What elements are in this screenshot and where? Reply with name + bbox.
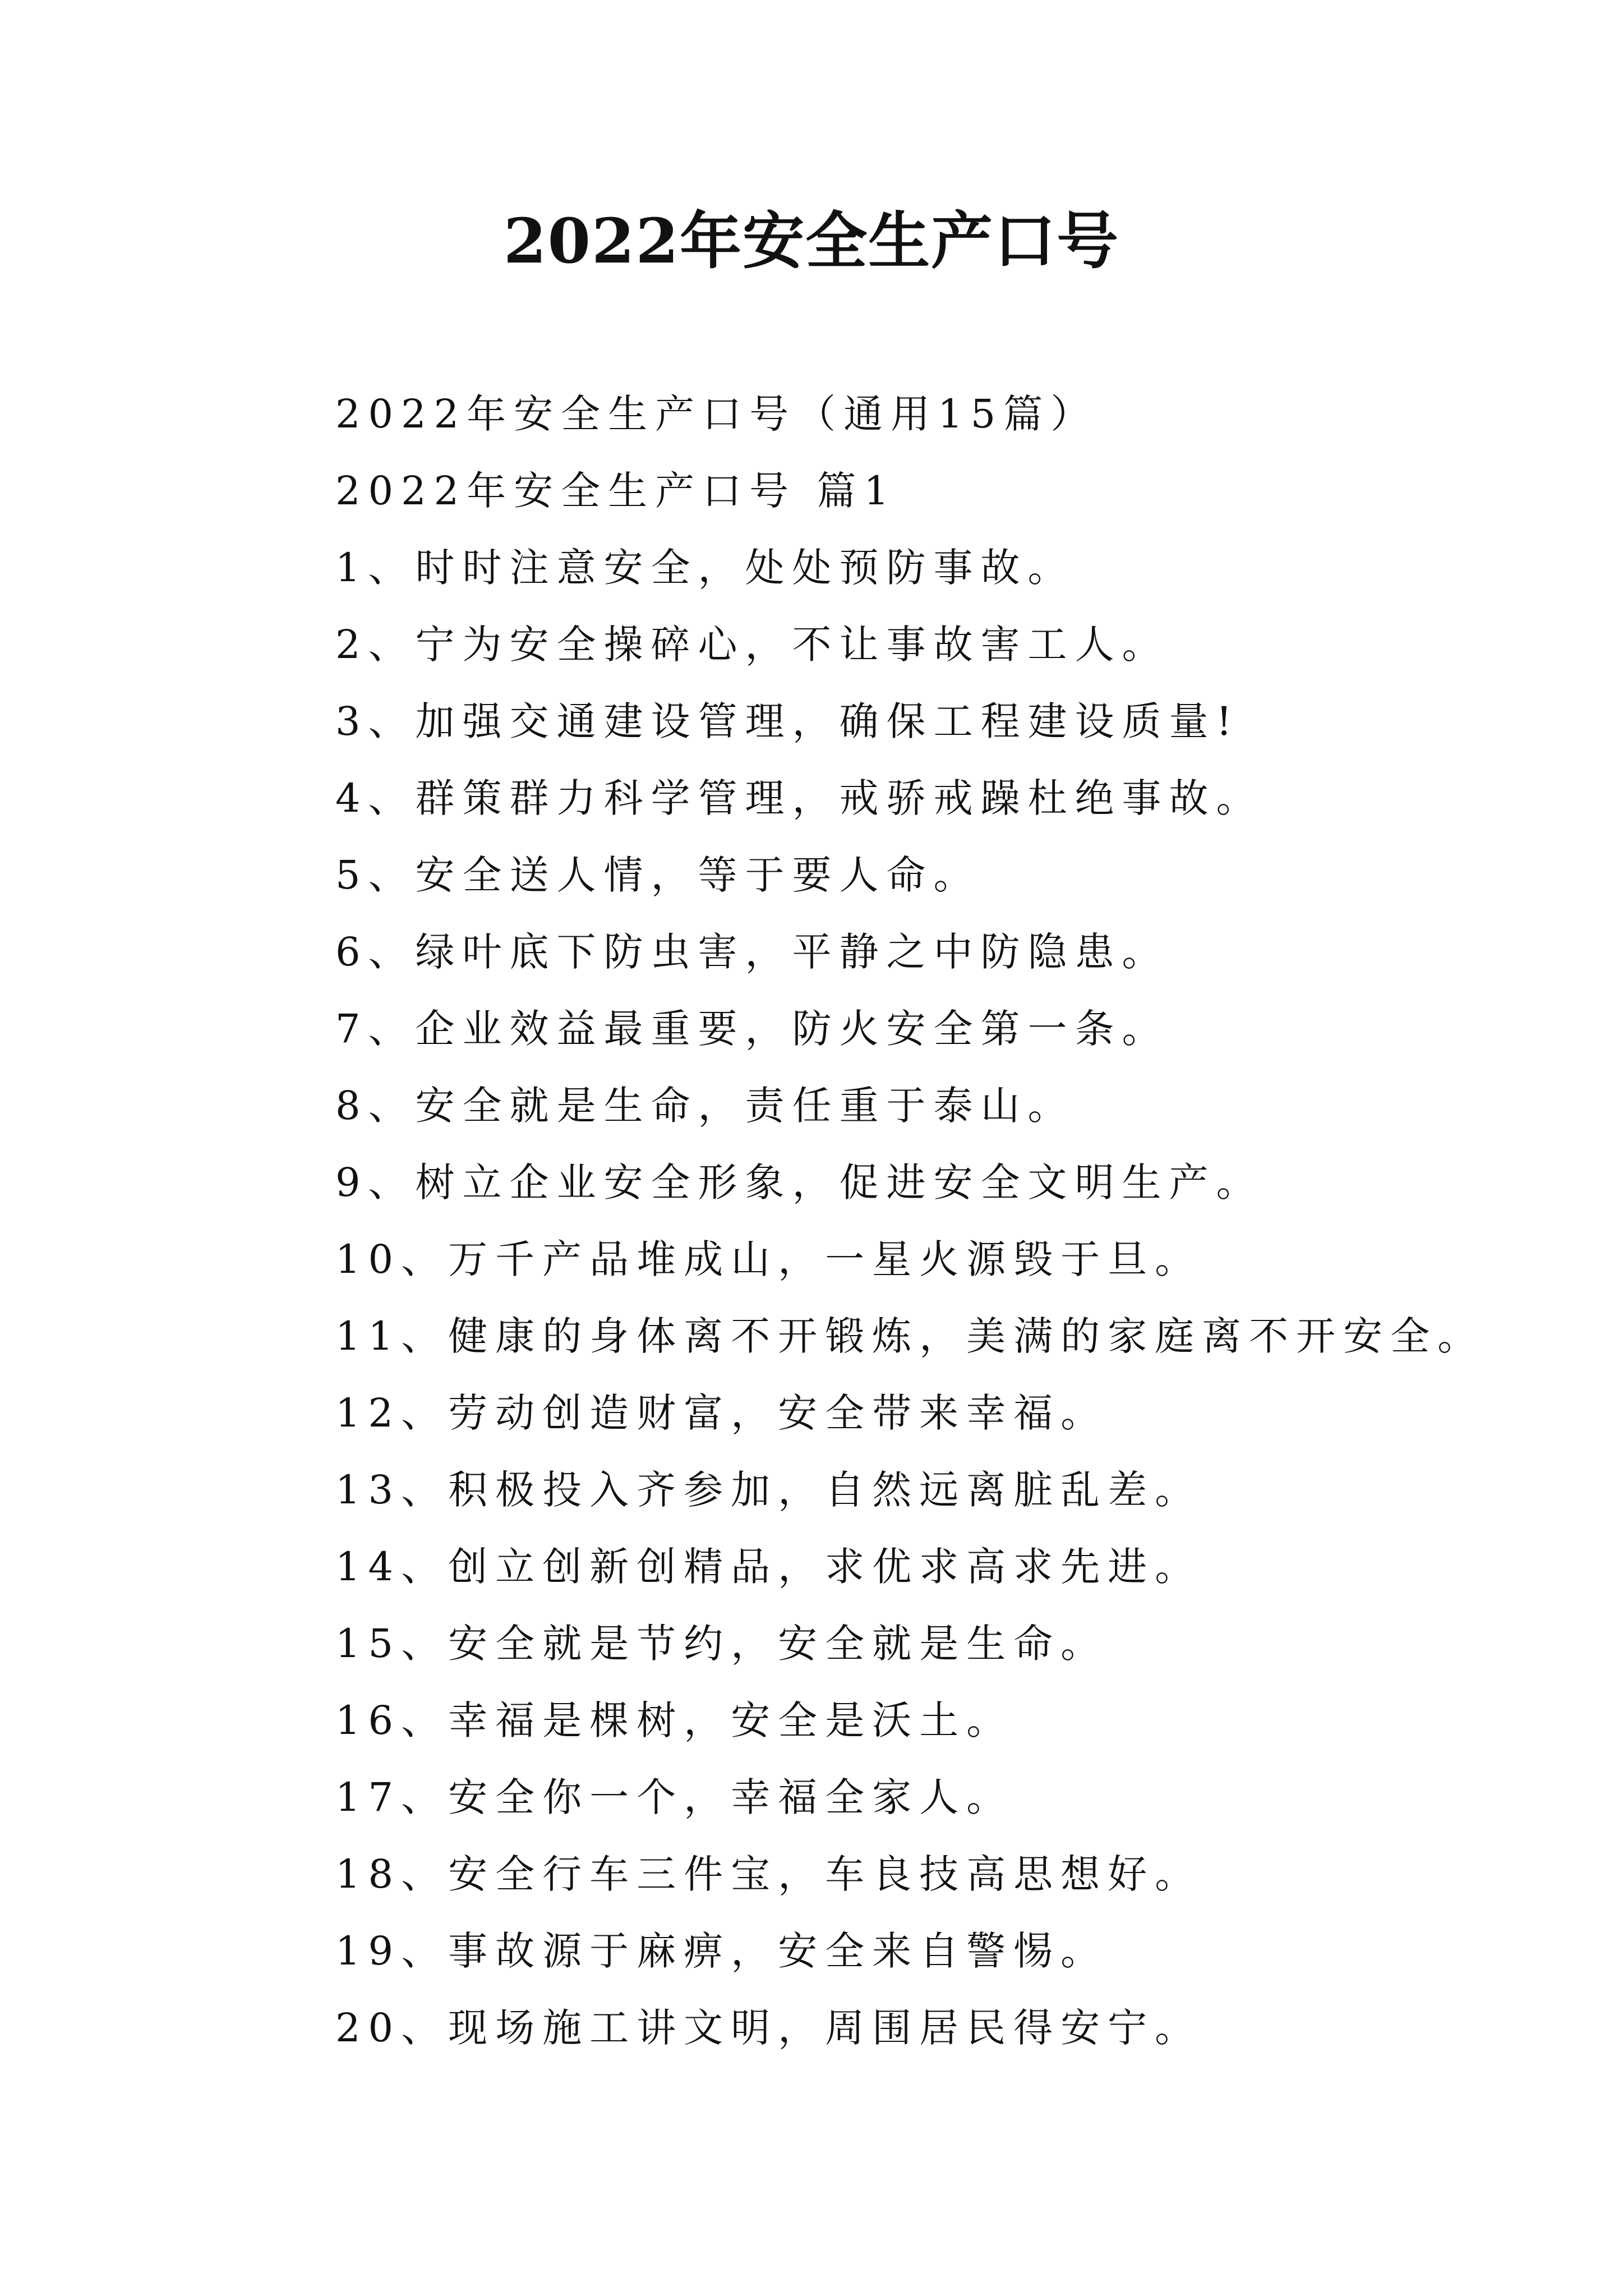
- slogan-item: 9、树立企业安全形象，促进安全文明生产。: [335, 1159, 1264, 1205]
- document-body: [335, 376, 1513, 2067]
- slogan-item: 15、安全就是节约，安全就是生命。: [335, 1621, 1108, 1667]
- slogan-item: 7、企业效益最重要，防火安全第一条。: [335, 1006, 1169, 1052]
- document-subtitle: 2022年安全生产口号（通用15篇）: [335, 391, 1098, 437]
- slogan-item: 20、现场施工讲文明，周围居民得安宁。: [335, 2005, 1202, 2051]
- slogan-item: 8、安全就是生命，责任重于泰山。: [335, 1083, 1075, 1129]
- slogan-item: 3、加强交通建设管理，确保工程建设质量!: [335, 698, 1240, 744]
- slogan-item: 6、绿叶底下防虫害，平静之中防隐患。: [335, 929, 1169, 975]
- slogan-list: [335, 530, 1513, 2067]
- slogan-item: 5、安全送人情，等于要人命。: [335, 852, 981, 898]
- section-heading: 2022年安全生产口号 篇1: [335, 468, 897, 514]
- slogan-item: 10、万千产品堆成山，一星火源毁于旦。: [335, 1236, 1202, 1282]
- slogan-item: 12、劳动创造财富，安全带来幸福。: [335, 1390, 1108, 1436]
- slogan-item: 4、群策群力科学管理，戒骄戒躁杜绝事故。: [335, 775, 1264, 821]
- slogan-item: 16、幸福是棵树，安全是沃土。: [335, 1697, 1014, 1743]
- slogan-item: 17、安全你一个，幸福全家人。: [335, 1774, 1014, 1820]
- document-title: 2022年安全生产口号: [503, 205, 1120, 277]
- slogan-item: 18、安全行车三件宝，车良技高思想好。: [335, 1851, 1202, 1897]
- slogan-item: 19、事故源于麻痹，安全来自警惕。: [335, 1928, 1108, 1974]
- slogan-item: 2、宁为安全操碎心，不让事故害工人。: [335, 622, 1169, 668]
- slogan-item: 14、创立创新创精品，求优求高求先进。: [335, 1544, 1202, 1590]
- slogan-item: 1、时时注意安全，处处预防事故。: [335, 545, 1075, 591]
- slogan-item: 13、积极投入齐参加，自然远离脏乱差。: [335, 1467, 1202, 1513]
- slogan-item: 11、健康的身体离不开锻炼，美满的家庭离不开安全。: [335, 1313, 1485, 1359]
